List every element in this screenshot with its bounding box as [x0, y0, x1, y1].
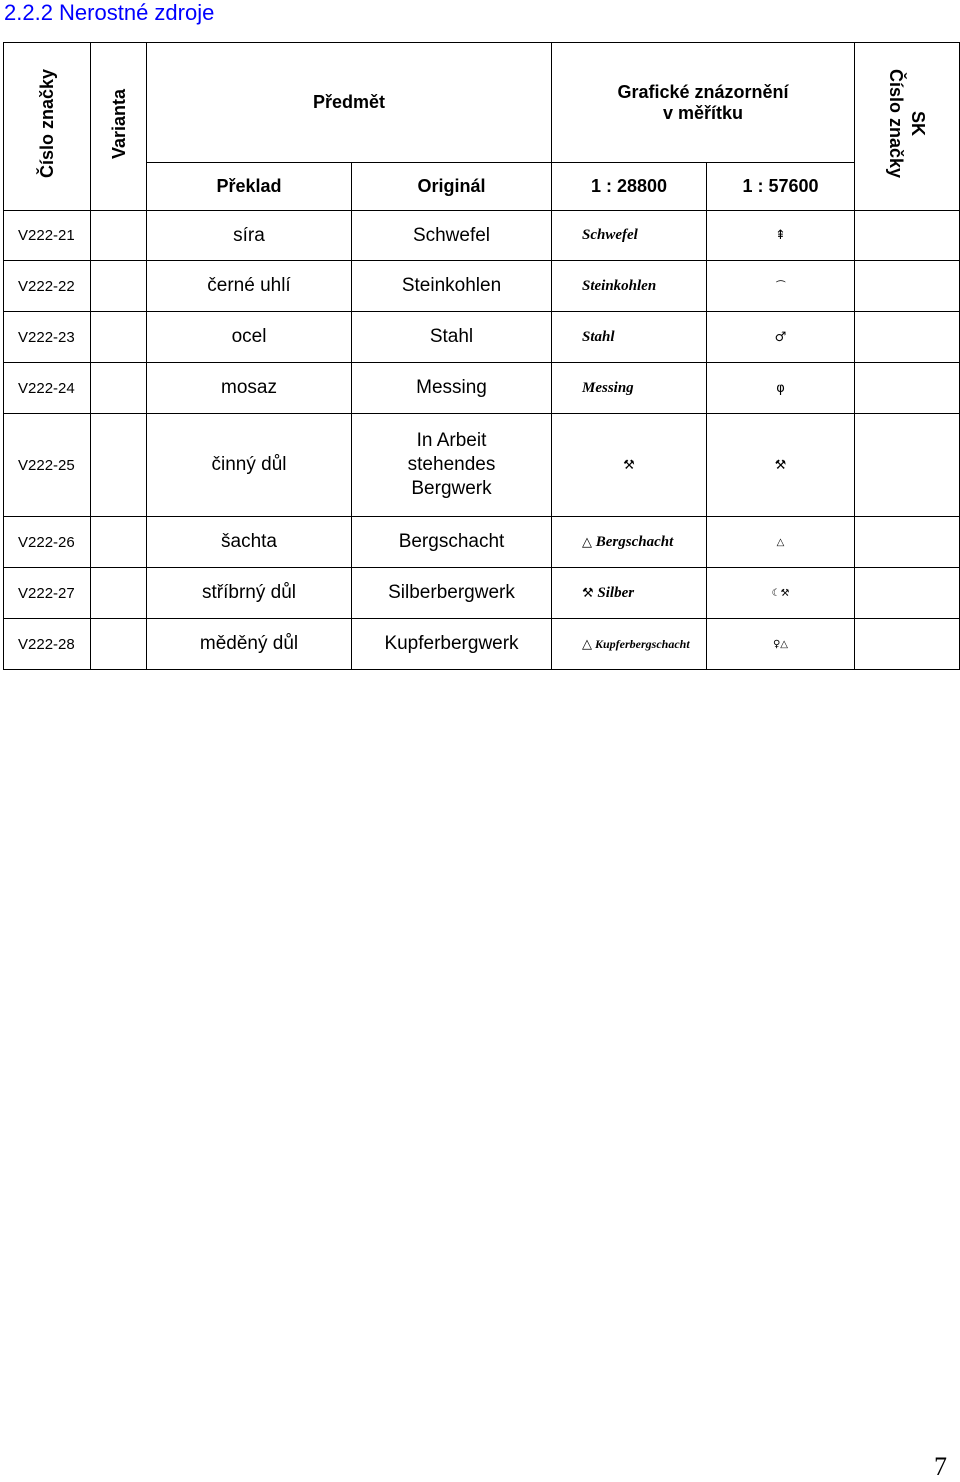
copper-mine-icon: ♀△ — [772, 638, 788, 650]
script-label: Steinkohlen — [582, 277, 657, 294]
variant-cell — [91, 517, 147, 568]
hammer-pick-icon: ⚒ — [774, 457, 787, 473]
variant-cell — [91, 363, 147, 414]
translation-cell: měděný důl — [147, 619, 352, 670]
hammer-pick-icon: ⚒ — [623, 457, 635, 473]
table-row — [4, 261, 960, 312]
variant-cell — [91, 414, 147, 517]
scale-28800-symbol — [552, 363, 707, 414]
translation-cell: stříbrný důl — [147, 568, 352, 619]
symbol-code: V222-23 — [4, 312, 91, 363]
script-label: Stahl — [582, 328, 615, 345]
steel-symbol-icon: ♂ — [774, 329, 787, 345]
sk-cell — [855, 517, 960, 568]
sk-cell — [855, 363, 960, 414]
variant-cell — [91, 211, 147, 261]
scale-57600-symbol — [707, 312, 855, 363]
scale-28800-symbol — [552, 211, 707, 261]
original-cell: Kupferbergwerk — [352, 619, 552, 670]
silver-mine-icon: ☾⚒ — [771, 587, 790, 599]
original-cell: Stahl — [352, 312, 552, 363]
scale-28800-symbol — [552, 619, 707, 670]
page-title: 2.2.2 Nerostné zdroje — [4, 0, 215, 25]
scale-28800-symbol — [552, 414, 707, 517]
scale-57600-symbol — [707, 363, 855, 414]
table-row — [4, 312, 960, 363]
coal-symbol-icon: ⏜ — [775, 280, 786, 292]
scale-57600-symbol — [707, 517, 855, 568]
translation-cell: síra — [147, 211, 352, 261]
script-label: Schwefel — [582, 227, 638, 243]
sk-cell — [855, 619, 960, 670]
original-cell: Messing — [352, 363, 552, 414]
scale-57600-symbol — [707, 568, 855, 619]
variant-cell — [91, 619, 147, 670]
original-cell: Schwefel — [352, 211, 552, 261]
header-predmet: Předmět — [147, 43, 552, 163]
scale-28800-symbol — [552, 261, 707, 312]
brass-symbol-icon: φ — [776, 380, 785, 396]
script-label: Messing — [582, 379, 634, 396]
translation-cell: činný důl — [147, 414, 352, 517]
scale-28800-symbol — [552, 312, 707, 363]
translation-cell: mosaz — [147, 363, 352, 414]
translation-cell: černé uhlí — [147, 261, 352, 312]
translation-cell: šachta — [147, 517, 352, 568]
shaft-icon: △ — [582, 534, 592, 550]
symbol-code: V222-28 — [4, 619, 91, 670]
sk-cell — [855, 261, 960, 312]
header-preklad: Překlad — [147, 163, 352, 211]
symbol-code: V222-24 — [4, 363, 91, 414]
original-cell: Steinkohlen — [352, 261, 552, 312]
header-varianta: Varianta — [91, 43, 147, 211]
symbol-code: V222-27 — [4, 568, 91, 619]
script-label: Silber — [597, 584, 635, 601]
variant-cell — [91, 568, 147, 619]
hammer-pick-icon: ⚒ — [582, 585, 594, 601]
symbol-code: V222-25 — [4, 414, 91, 517]
symbol-code: V222-21 — [4, 211, 91, 261]
header-cislo-znacky: Číslo značky — [4, 43, 91, 211]
shaft-icon: △ — [582, 636, 592, 652]
table-row — [4, 211, 960, 261]
scale-28800-symbol — [552, 568, 707, 619]
original-cell: In Arbeit stehendes Bergwerk — [352, 414, 552, 517]
header-original: Originál — [352, 163, 552, 211]
sulfur-symbol-icon: ⇞ — [775, 228, 786, 243]
mineral-resources-table — [3, 42, 960, 670]
sk-cell — [855, 211, 960, 261]
original-cell: Bergschacht — [352, 517, 552, 568]
scale-57600-symbol — [707, 414, 855, 517]
header-graficke-znazorneni: Grafické znázornění v měřítku — [552, 43, 855, 163]
translation-cell: ocel — [147, 312, 352, 363]
scale-28800-symbol — [552, 517, 707, 568]
table-row — [4, 568, 960, 619]
script-label: Bergschacht — [595, 533, 674, 550]
header-cislo-znacky-sk: Číslo značky SK — [855, 43, 960, 211]
symbol-code: V222-22 — [4, 261, 91, 312]
script-label: Kupferbergschacht — [595, 636, 690, 651]
symbol-code: V222-26 — [4, 517, 91, 568]
variant-cell — [91, 312, 147, 363]
scale-57600-symbol — [707, 211, 855, 261]
original-cell: Silberbergwerk — [352, 568, 552, 619]
table-row — [4, 414, 960, 517]
scale-57600-symbol — [707, 619, 855, 670]
table-row — [4, 619, 960, 670]
header-scale-57600: 1 : 57600 — [707, 163, 855, 211]
scale-57600-symbol — [707, 261, 855, 312]
header-scale-28800: 1 : 28800 — [552, 163, 707, 211]
sk-cell — [855, 414, 960, 517]
page-number: 7 — [934, 1452, 947, 1481]
sk-cell — [855, 568, 960, 619]
variant-cell — [91, 261, 147, 312]
table-row — [4, 363, 960, 414]
shaft-icon: △ — [776, 536, 785, 548]
table-row — [4, 517, 960, 568]
sk-cell — [855, 312, 960, 363]
